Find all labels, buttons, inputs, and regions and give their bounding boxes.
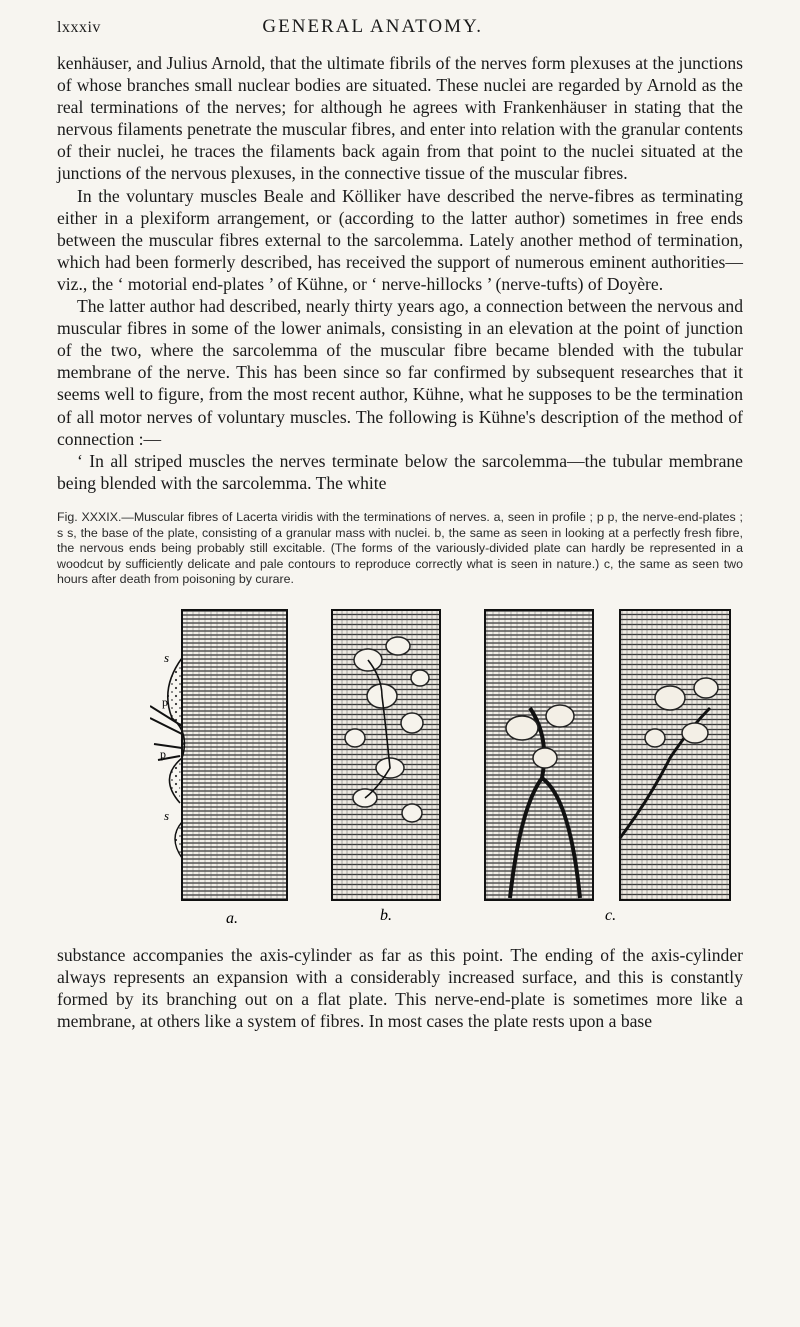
label-s-top: s [164, 650, 170, 665]
body-text-top [57, 52, 743, 494]
label-c: c. [605, 907, 617, 924]
body-text-bottom [57, 944, 743, 1032]
page-header [57, 16, 743, 42]
label-a: a. [226, 910, 238, 927]
fibre-a [150, 610, 287, 900]
running-title: GENERAL ANATOMY. [262, 16, 483, 37]
paragraph: substance accompanies the axis-cylinder as far as this point. The ending of the axis-cylinder always represents an expansion with a considerably increased surface, and this is constantly formed by its branching out on a flat plate. This nerve-end-plate is sometimes more like a membrane, at others like a system of fibres. In most cases the plate rests upon a base [57, 945, 743, 1032]
paragraph: The latter author had described, nearly thirty years ago, a connection between the nervous and muscular fibres in some of the lower animals, consisting in an elevation at the point of junction of the two, where the sarcolemma of the muscular fibre became blended with the tubular membrane of the nerve. This has been since so far confirmed by subsequent researches that it seems well to figure, from the most recent author, Kühne, what he supposes to be the termination of all motor nerves of voluntary muscles. The following is Kühne's description of the method of connection :— [57, 296, 743, 449]
label-s-bottom: s [164, 808, 170, 823]
fibre-d [620, 610, 730, 900]
figure-illustration [150, 598, 740, 938]
paragraph: In the voluntary muscles Beale and Kölliker have described the nerve-fibres as terminating either in a plexiform arrangement, or (according to the latter author) sometimes in free ends between the muscular fibres external to the sarcolemma. Lately another method of termination, which had been formerly described, has received the support of numerous eminent authorities—viz., the ‘ motorial end-plates ’ of Kühne, or ‘ nerve-hillocks ’ (nerve-tufts) of Doyère. [57, 185, 743, 294]
page-number: lxxxiv [57, 19, 101, 36]
label-p-lower: p [160, 747, 166, 761]
paragraph: kenhäuser, and Julius Arnold, that the ultimate fibrils of the nerves form plexuses at the junctions of whose branches small nuclear bodies are situated. These nuclei are regarded by Arnold as the real terminations of the nerves; for although he agrees with Frankenhäuser in stating that the nervous filaments penetrate the muscular fibres, and enter into relation with the granular contents of their nuclei, he traces the filaments back again from that point to the nuclei situated at the junctions of the nervous plexuses, in the connective tissue of the muscular fibres. [57, 53, 743, 184]
paragraph: ‘ In all striped muscles the nerves terminate below the sarcolemma—the tubular membrane being blended with the sarcolemma. The white [57, 450, 743, 493]
fibre-b [332, 610, 440, 900]
fibre-c [485, 610, 593, 900]
figure-caption: Fig. XXXIX.—Muscular fibres of Lacerta viridis with the terminations of nerves. a, seen in profile ; p p, the nerve-end-plates ; s s, the base of the plate, consisting of a granular mass with nuclei. b, the same as seen in looking at a perfectly fresh fibre, the nervous ends being probably still excitable. (The forms of the variously-divided plate can hardly be represented in a woodcut by sufficiently delicate and pale contours to reproduce correctly what is seen in nature.) c, the same as seen two hours after death from poisoning by curare. [57, 510, 743, 587]
label-b: b. [380, 907, 392, 924]
label-p-upper: p [162, 695, 168, 709]
